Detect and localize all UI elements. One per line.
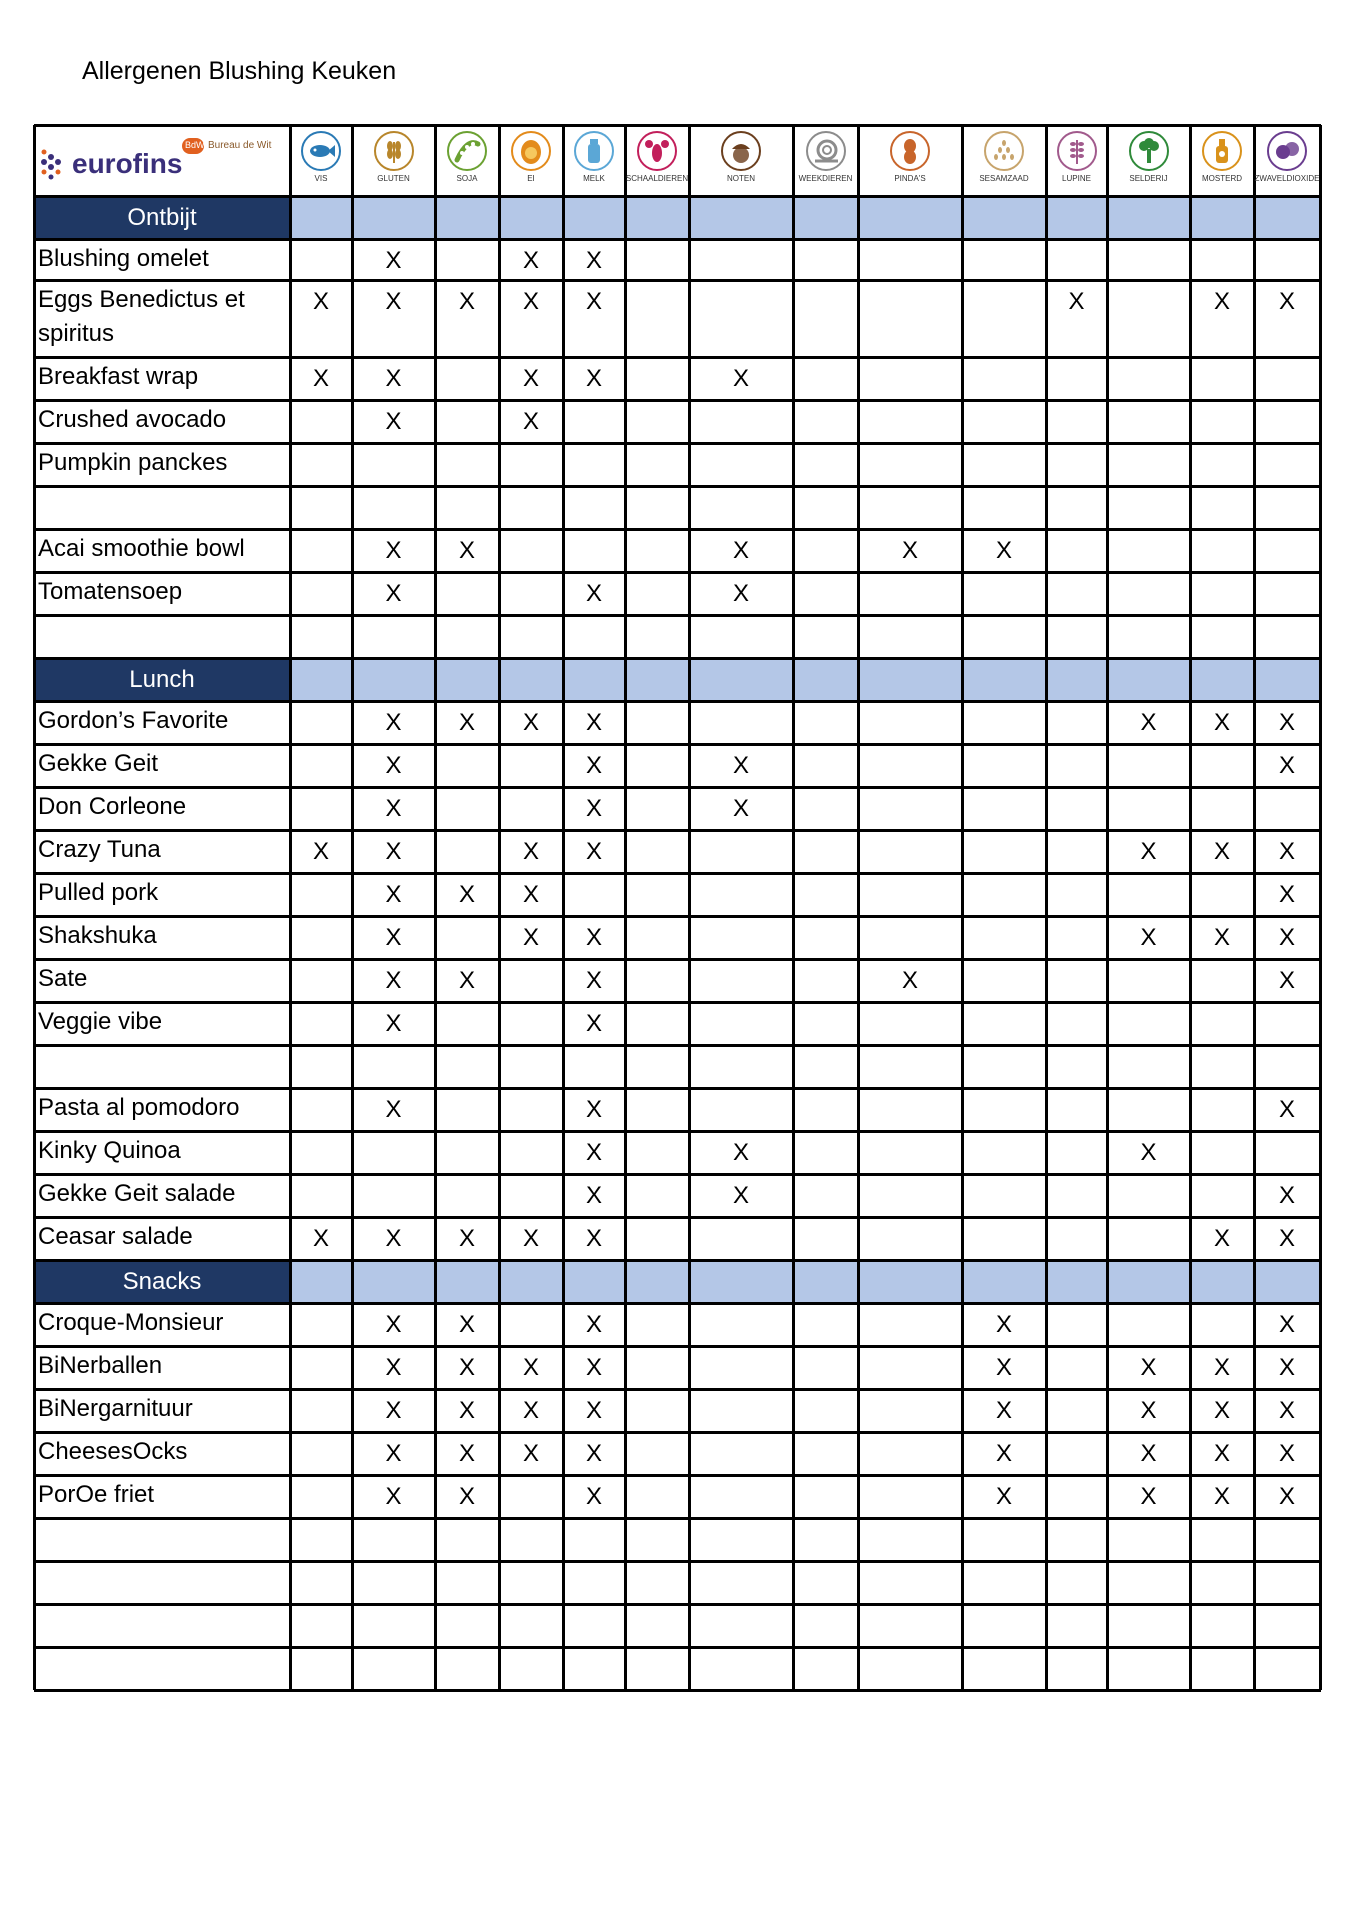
allergen-mark: X (1140, 1483, 1157, 1510)
allergen-mark: X (458, 1354, 475, 1381)
allergen-mark: X (522, 709, 539, 736)
allergen-mark: X (585, 967, 602, 994)
grid-line-horizontal (34, 399, 1321, 402)
grid-line-horizontal (34, 1130, 1321, 1133)
allergen-mark: X (1213, 288, 1230, 315)
allergen-mark: X (385, 1354, 402, 1381)
allergen-mark: X (585, 1397, 602, 1424)
dish-name: Blushing omelet (38, 245, 209, 272)
allergen-mark: X (458, 1397, 475, 1424)
allergen-mark: X (585, 288, 602, 315)
allergen-mark: X (522, 408, 539, 435)
allergen-mark: X (385, 1010, 402, 1037)
allergen-mark: X (1278, 752, 1295, 779)
allergen-label: WEEKDIEREN (798, 174, 853, 183)
allergen-mark: X (458, 1225, 475, 1252)
allergen-mark: X (458, 1311, 475, 1338)
allergen-mark: X (1278, 1096, 1295, 1123)
section-title: Ontbijt (127, 203, 197, 231)
allergen-mark: X (1278, 924, 1295, 951)
soy-icon (447, 131, 487, 171)
allergen-mark: X (522, 288, 539, 315)
grid-line-horizontal (34, 1302, 1321, 1305)
allergen-header-schaaldieren (625, 125, 689, 196)
grid-line-horizontal (34, 1388, 1321, 1391)
allergen-mark: X (995, 1311, 1012, 1338)
allergen-mark: X (385, 1440, 402, 1467)
allergen-mark: X (585, 247, 602, 274)
grid-line-horizontal (34, 1646, 1321, 1649)
allergen-mark: X (585, 1225, 602, 1252)
allergen-mark: X (1213, 709, 1230, 736)
allergen-mark: X (585, 795, 602, 822)
allergen-mark: X (732, 795, 749, 822)
peanut-icon (890, 131, 930, 171)
allergen-mark: X (732, 1182, 749, 1209)
allergen-mark: X (1140, 1397, 1157, 1424)
allergen-mark: X (312, 365, 329, 392)
sulphite-icon (1267, 131, 1307, 171)
allergen-label: SOJA (456, 174, 478, 183)
grid-line-horizontal (34, 872, 1321, 875)
section-title: Snacks (122, 1267, 202, 1295)
grid-line-horizontal (34, 485, 1321, 488)
allergen-label: VIS (314, 174, 328, 183)
allergen-mark: X (385, 795, 402, 822)
dish-name: Veggie vibe (38, 1008, 163, 1035)
grid-line-vertical (33, 125, 36, 1690)
grid-line-vertical (351, 125, 354, 1690)
allergen-mark: X (1278, 967, 1295, 994)
snail-icon (806, 131, 846, 171)
grid-line-horizontal (34, 1603, 1321, 1606)
allergen-mark: X (585, 1010, 602, 1037)
allergen-mark: X (522, 247, 539, 274)
allergen-mark: X (522, 924, 539, 951)
allergen-mark: X (385, 365, 402, 392)
grid-line-horizontal (34, 571, 1321, 574)
allergen-label: SELDERIJ (1129, 174, 1168, 183)
grid-line-horizontal (34, 1431, 1321, 1434)
dish-name: CheesesOcks (38, 1438, 188, 1465)
allergen-label: EI (527, 174, 535, 183)
allergen-mark: X (732, 1139, 749, 1166)
lupine-icon (1057, 131, 1097, 171)
dish-name: Gekke Geit (38, 750, 159, 777)
allergen-mark: X (312, 1225, 329, 1252)
allergen-header-zwaveldioxide (1254, 125, 1320, 196)
allergen-mark: X (522, 838, 539, 865)
allergen-mark: X (1213, 838, 1230, 865)
allergen-mark: X (1213, 1483, 1230, 1510)
allergen-mark: X (458, 1440, 475, 1467)
allergen-mark: X (585, 752, 602, 779)
grid-line-vertical (1189, 125, 1192, 1690)
grid-line-horizontal (34, 786, 1321, 789)
fish-icon (301, 131, 341, 171)
grid-line-horizontal (34, 1087, 1321, 1090)
grid-line-horizontal (34, 1001, 1321, 1004)
allergen-mark: X (1140, 924, 1157, 951)
allergen-label: MOSTERD (1202, 174, 1242, 183)
eurofins-logo (36, 130, 286, 192)
allergen-mark: X (522, 1397, 539, 1424)
allergen-mark: X (1278, 1440, 1295, 1467)
allergen-mark: X (385, 580, 402, 607)
allergen-label: MELK (583, 174, 605, 183)
allergen-mark: X (995, 1440, 1012, 1467)
allergen-mark: X (732, 537, 749, 564)
dish-name: Gekke Geit salade (38, 1180, 236, 1207)
grid-line-vertical (961, 125, 964, 1690)
brand-name: eurofins (72, 148, 183, 179)
lobster-icon (637, 131, 677, 171)
allergen-mark: X (585, 838, 602, 865)
grid-line-vertical (434, 125, 437, 1690)
dish-name: Shakshuka (38, 922, 157, 949)
allergen-mark: X (1140, 1440, 1157, 1467)
allergen-mark: X (1278, 1483, 1295, 1510)
grid-line-horizontal (34, 829, 1321, 832)
allergen-mark: X (385, 408, 402, 435)
grid-line-horizontal (34, 1173, 1321, 1176)
dish-name: Pumpkin panckes (38, 449, 228, 476)
allergen-mark: X (458, 967, 475, 994)
grid-line-horizontal (34, 657, 1321, 660)
dish-name: Pasta al pomodoro (38, 1094, 240, 1121)
grid-line-horizontal (34, 1474, 1321, 1477)
dish-name: Kinky Quinoa (38, 1137, 181, 1164)
allergen-mark: X (585, 1354, 602, 1381)
celery-icon (1129, 131, 1169, 171)
dish-name: Eggs Benedictus et (38, 286, 245, 313)
wheat-icon (374, 131, 414, 171)
dish-name: BiNerballen (38, 1352, 163, 1379)
grid-line-horizontal (34, 958, 1321, 961)
allergen-mark: X (385, 881, 402, 908)
allergen-mark: X (385, 924, 402, 951)
dish-name: Don Corleone (38, 793, 187, 820)
allergen-mark: X (522, 365, 539, 392)
allergen-mark: X (385, 838, 402, 865)
allergen-label: GLUTEN (377, 174, 410, 183)
allergen-mark: X (1278, 709, 1295, 736)
allergen-mark: X (1278, 1182, 1295, 1209)
grid-line-horizontal (34, 743, 1321, 746)
allergen-mark: X (1068, 288, 1085, 315)
grid-line-horizontal (34, 279, 1321, 282)
allergen-mark: X (522, 881, 539, 908)
allergen-mark: X (995, 1483, 1012, 1510)
allergen-mark: X (585, 1311, 602, 1338)
allergen-label: SCHAALDIEREN (625, 174, 689, 183)
allergen-mark: X (585, 1440, 602, 1467)
allergen-mark: X (522, 1354, 539, 1381)
grid-line-horizontal (34, 528, 1321, 531)
allergen-label: LUPINE (1062, 174, 1091, 183)
allergen-label: ZWAVELDIOXIDE (1254, 174, 1320, 183)
allergen-label: SESAMZAAD (979, 174, 1029, 183)
allergen-mark: X (1278, 1354, 1295, 1381)
allergen-mark: X (732, 365, 749, 392)
allergen-mark: X (522, 1440, 539, 1467)
allergen-mark: X (995, 1397, 1012, 1424)
dish-name: Breakfast wrap (38, 363, 199, 390)
grid-line-vertical (624, 125, 627, 1690)
dish-name: Ceasar salade (38, 1223, 193, 1250)
allergen-mark: X (385, 1225, 402, 1252)
grid-line-horizontal (34, 1216, 1321, 1219)
allergen-header-weekdieren (793, 125, 858, 196)
allergen-header-pindas (858, 125, 962, 196)
section-title: Lunch (129, 665, 195, 693)
allergen-mark: X (385, 247, 402, 274)
allergen-header-vis (290, 125, 352, 196)
allergen-mark: X (585, 709, 602, 736)
allergen-label: NOTEN (727, 174, 755, 183)
allergen-mark: X (458, 709, 475, 736)
allergen-mark: X (1213, 1397, 1230, 1424)
allergen-mark: X (1140, 1139, 1157, 1166)
allergen-mark: X (585, 1096, 602, 1123)
grid-line-vertical (857, 125, 860, 1690)
allergen-mark: X (385, 1311, 402, 1338)
grid-line-horizontal (34, 442, 1321, 445)
grid-line-horizontal (34, 1259, 1321, 1262)
grid-line-horizontal (34, 238, 1321, 241)
allergen-mark: X (385, 1397, 402, 1424)
milk-icon (574, 131, 614, 171)
badge-text: BdW (185, 140, 205, 150)
dish-name: Crazy Tuna (38, 836, 161, 863)
dish-name: PorOe friet (38, 1481, 155, 1508)
allergen-mark: X (1278, 838, 1295, 865)
allergen-mark: X (385, 967, 402, 994)
allergen-mark: X (385, 1096, 402, 1123)
sesame-icon (984, 131, 1024, 171)
allergen-mark: X (732, 752, 749, 779)
allergen-mark: X (1213, 924, 1230, 951)
allergen-header-selderij (1107, 125, 1190, 196)
dish-name: BiNergarnituur (38, 1395, 193, 1422)
grid-line-vertical (1045, 125, 1048, 1690)
allergen-mark: X (1213, 1225, 1230, 1252)
allergen-mark: X (385, 709, 402, 736)
allergen-mark: X (585, 580, 602, 607)
allergen-mark: X (1278, 881, 1295, 908)
nut-icon (721, 131, 761, 171)
allergen-mark: X (1278, 1311, 1295, 1338)
allergen-header-noten (689, 125, 793, 196)
egg-icon (511, 131, 551, 171)
grid-line-horizontal (34, 614, 1321, 617)
grid-line-vertical (1253, 125, 1256, 1690)
grid-line-vertical (792, 125, 795, 1690)
allergen-mark: X (458, 881, 475, 908)
allergen-mark: X (585, 1139, 602, 1166)
allergen-header-ei (499, 125, 563, 196)
allergen-mark: X (312, 838, 329, 865)
allergen-mark: X (458, 537, 475, 564)
allergen-mark: X (1140, 709, 1157, 736)
grid-line-horizontal (34, 1044, 1321, 1047)
allergen-mark: X (1213, 1354, 1230, 1381)
dish-name: Sate (38, 965, 88, 992)
allergen-mark: X (385, 288, 402, 315)
grid-line-horizontal (34, 915, 1321, 918)
allergen-label: PINDA'S (894, 174, 926, 183)
allergen-mark: X (312, 288, 329, 315)
allergen-header-lupine (1046, 125, 1107, 196)
allergen-mark: X (385, 1483, 402, 1510)
allergen-mark: X (458, 288, 475, 315)
grid-line-horizontal (34, 1689, 1321, 1692)
allergen-mark: X (585, 1182, 602, 1209)
grid-line-vertical (289, 125, 292, 1690)
dish-name: Crushed avocado (38, 406, 227, 433)
allergen-header-melk (563, 125, 625, 196)
allergen-mark: X (1213, 1440, 1230, 1467)
dish-name: Tomatensoep (38, 578, 183, 605)
mustard-icon (1202, 131, 1242, 171)
dish-name: Croque-Monsieur (38, 1309, 224, 1336)
allergen-mark: X (1140, 1354, 1157, 1381)
allergen-mark: X (901, 537, 918, 564)
allergen-header-gluten (352, 125, 435, 196)
allergen-mark: X (458, 1483, 475, 1510)
section-band-light (290, 1260, 1320, 1303)
allergen-mark: X (901, 967, 918, 994)
grid-line-vertical (1106, 125, 1109, 1690)
allergen-mark: X (1140, 838, 1157, 865)
dish-name: Gordon’s Favorite (38, 707, 229, 734)
grid-line-horizontal (34, 1517, 1321, 1520)
grid-line-horizontal (34, 700, 1321, 703)
allergen-mark: X (385, 537, 402, 564)
allergen-mark: X (732, 580, 749, 607)
allergen-mark: X (995, 537, 1012, 564)
partner-name: Bureau de Wit (208, 140, 272, 151)
allergen-header-mosterd (1190, 125, 1254, 196)
allergen-mark: X (1278, 288, 1295, 315)
grid-line-horizontal (34, 1560, 1321, 1563)
allergen-mark: X (585, 924, 602, 951)
allergen-header-soja (435, 125, 499, 196)
allergen-mark: X (522, 1225, 539, 1252)
allergen-mark: X (585, 1483, 602, 1510)
allergen-mark: X (585, 365, 602, 392)
grid-line-horizontal (34, 356, 1321, 359)
page-title: Allergenen Blushing Keuken (82, 57, 397, 85)
section-band-light (290, 658, 1320, 701)
grid-line-vertical (498, 125, 501, 1690)
grid-line-horizontal (34, 1345, 1321, 1348)
grid-line-vertical (562, 125, 565, 1690)
dish-name: Pulled pork (38, 879, 159, 906)
section-band-light (290, 196, 1320, 239)
allergen-mark: X (385, 752, 402, 779)
grid-line-vertical (1319, 125, 1322, 1690)
allergen-mark: X (1278, 1397, 1295, 1424)
allergen-mark: X (995, 1354, 1012, 1381)
dish-name-line2: spiritus (38, 320, 115, 347)
dish-name: Acai smoothie bowl (38, 535, 245, 562)
allergen-mark: X (1278, 1225, 1295, 1252)
grid-line-vertical (688, 125, 691, 1690)
allergen-header-sesamzaad (962, 125, 1046, 196)
